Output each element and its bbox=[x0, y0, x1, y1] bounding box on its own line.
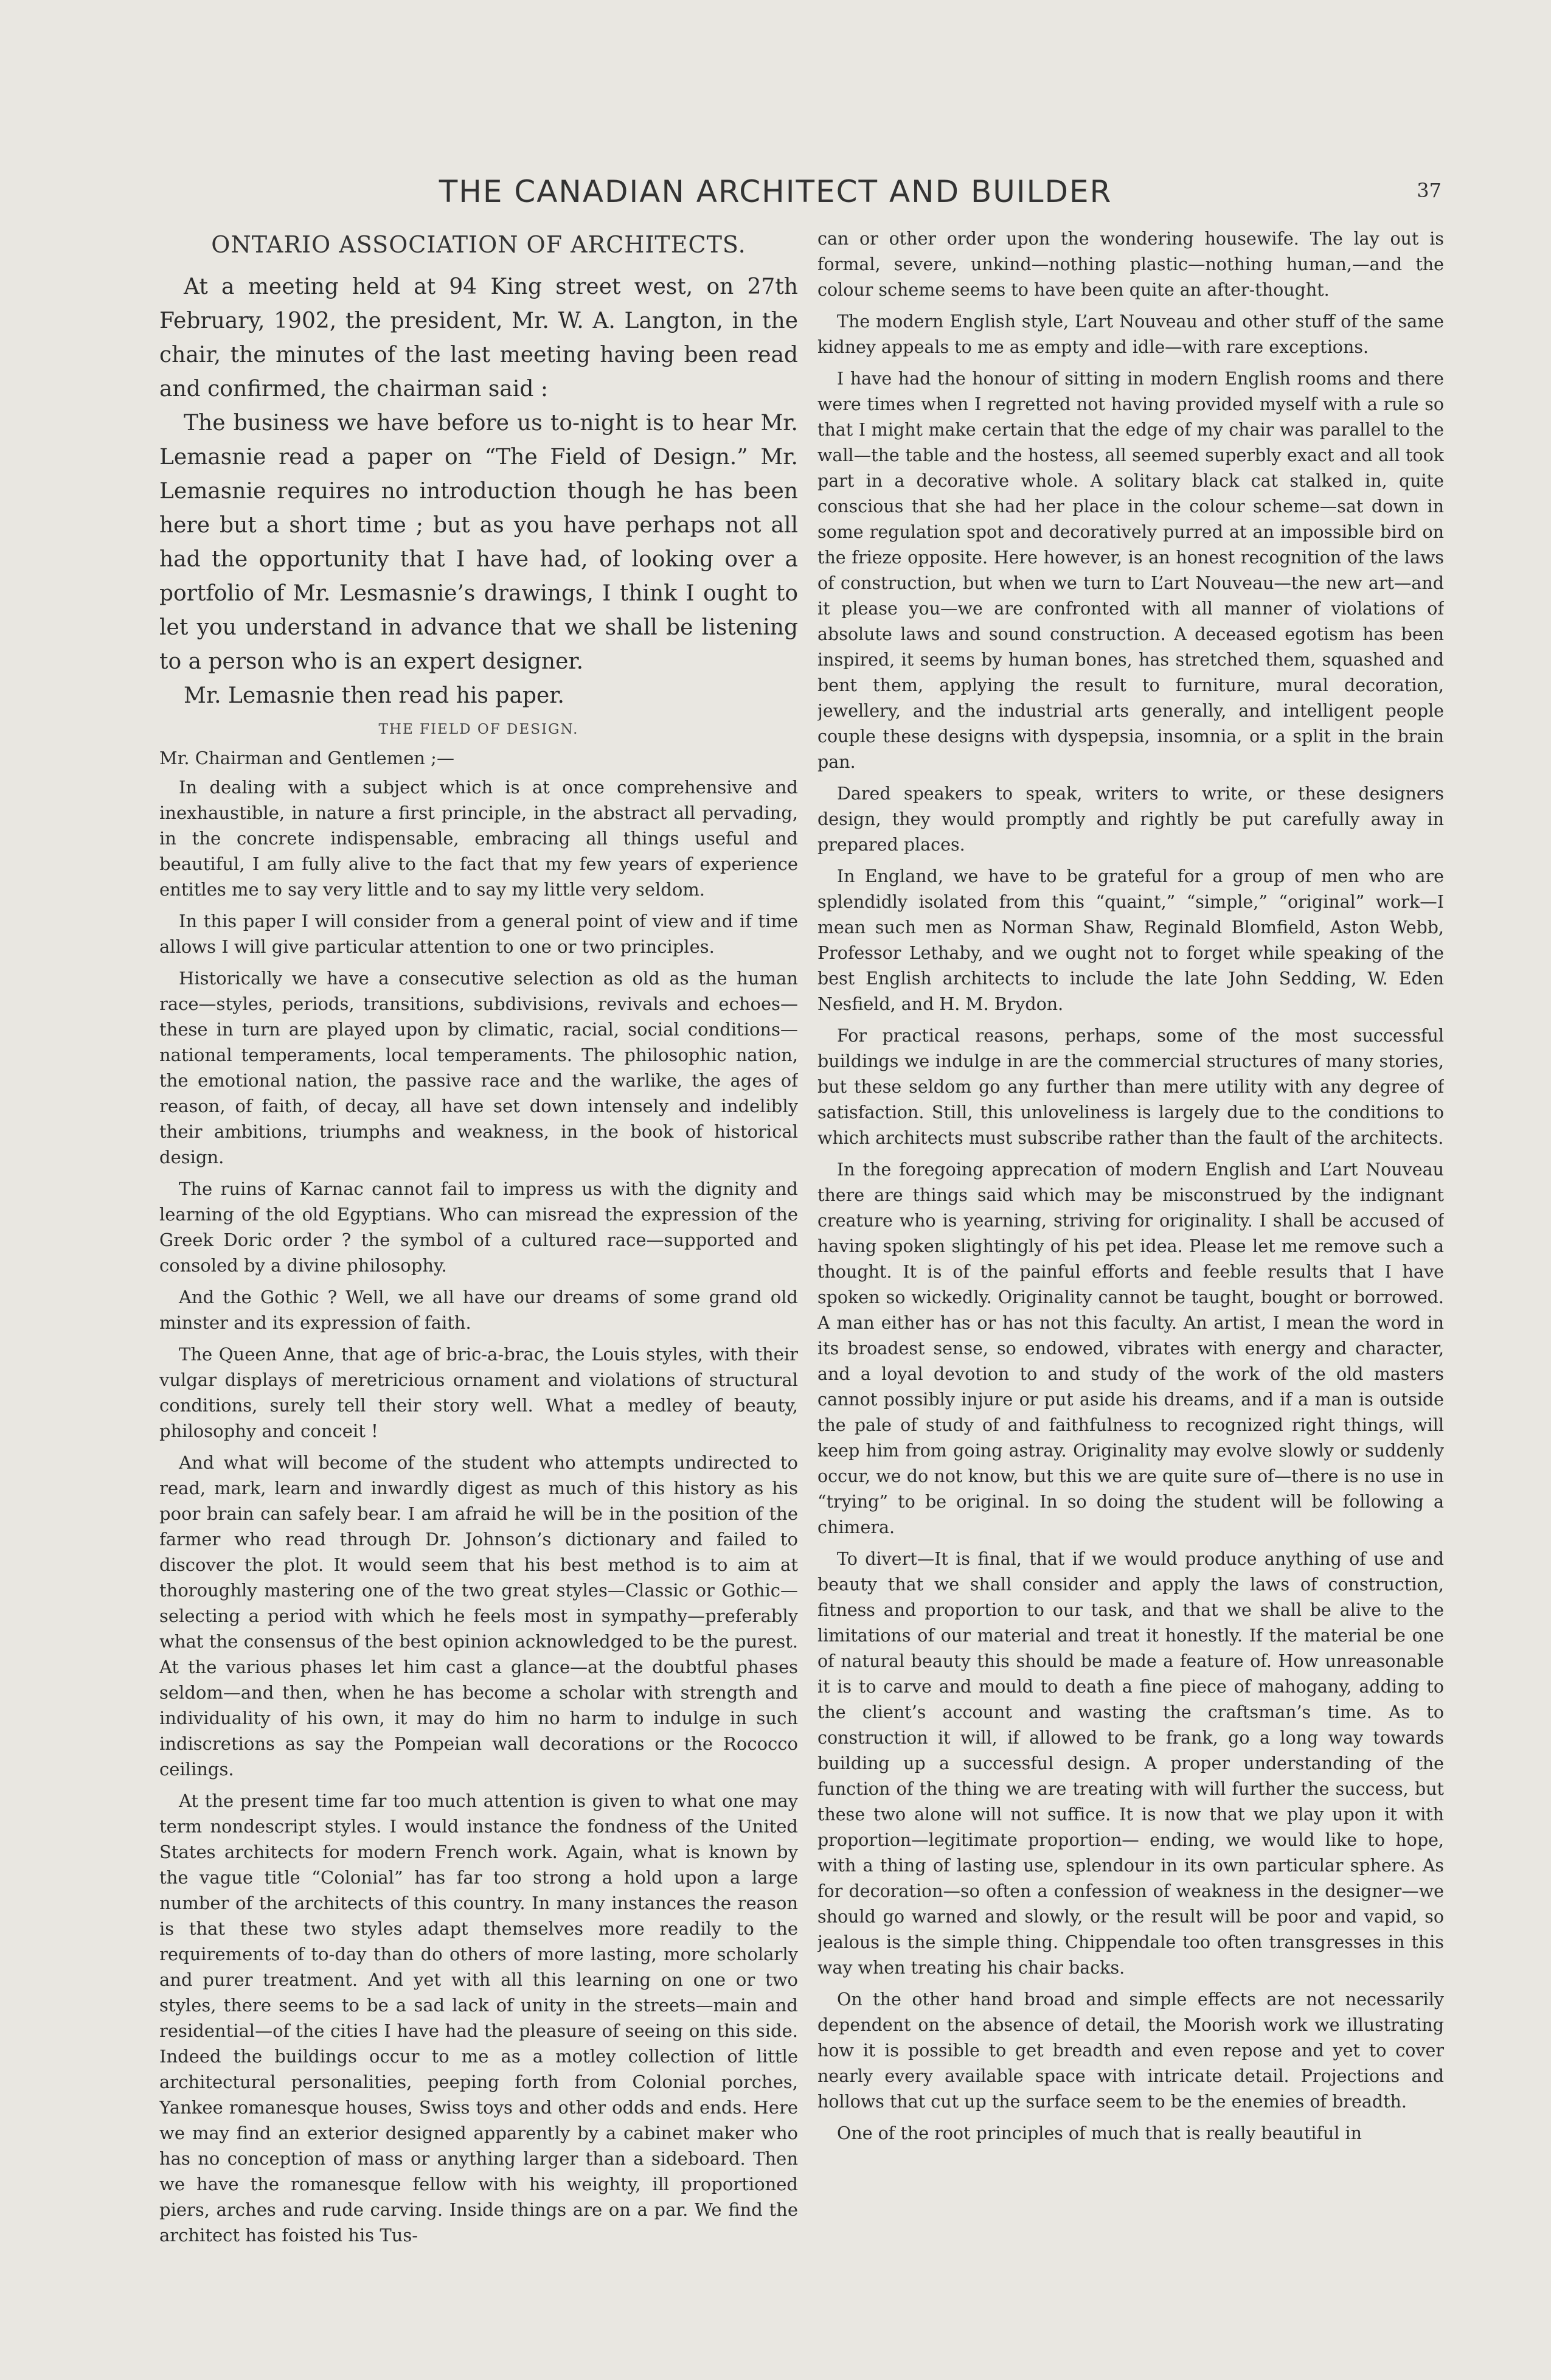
page-number: 37 bbox=[1417, 179, 1442, 202]
body-paragraph: The ruins of Karnac cannot fail to impress us with the dignity and learning of the old Egyptians. Who can misread the expression of the Greek Doric order ? the symbol of a cultured race—supported and consoled by a divine philosophy. bbox=[159, 1178, 798, 1276]
body-paragraph: I have had the honour of sitting in modern English rooms and there were times when I regretted not having provided myself with a rule so that I might make certain that the edge of my chair was parallel to the wall—the table and the hostess, all seemed superbly exact and all took part in a decorative whole. A solitary black cat stalked in, quite conscious that she had her place in the colour scheme—sat down in some regulation spot and decoratively purred at an impossible bird on the frieze opposite. Here however, is an honest recognition of the laws of construction, but when we turn to L’art Nouveau—the new art—and it please you—we are confronted with all manner of violations of absolute laws and sound construction. A deceased egotism has been inspired, it seems by human bones, has stretched them, squashed and bent them, applying the result to furniture, mural decoration, jewellery, and the industrial arts generally, and intelligent people couple these designs with dyspepsia, insomnia, or a split in the brain pan. bbox=[817, 369, 1444, 772]
masthead bbox=[0, 174, 1551, 211]
body-paragraph: can or other order upon the wondering housewife. The lay out is formal, severe, unkind—nothing plastic—nothing human,—and the colour scheme seems to have been quite an after-thought. bbox=[817, 229, 1444, 300]
body-paragraph: On the other hand broad and simple effects are not necessarily dependent on the absence of detail, the Moorish work we illustrating how it is possible to get breadth and even repose and yet to cover nearly every available space with intricate detail. Projections and hollows that cut up the surface seem to be the enemies of breadth. bbox=[817, 1989, 1444, 2112]
body-paragraph: In England, we have to be grateful for a group of men who are splendidly isolated from this “quaint,” “simple,” “original” work—I mean such men as Norman Shaw, Reginald Blomfield, Aston Webb, Professor Lethaby, and we ought not to forget while speaking of the best English architects to include the late John Sedding, W. Eden Nesfield, and H. M. Brydon. bbox=[817, 866, 1444, 1014]
body-paragraph: Historically we have a consecutive selection as old as the human race—styles, periods, transitions, subdivisions, revivals and echoes—these in turn are played upon by climatic, racial, social conditions—national temperaments, local temperaments. The philosophic nation, the emotional nation, the passive race and the warlike, the ages of reason, of faith, of decay, all have set down intensely and indelibly their ambitions, triumphs and weakness, in the book of historical design. bbox=[159, 968, 798, 1167]
body-paragraph: And the Gothic ? Well, we all have our dreams of some grand old minster and its expression of faith. bbox=[159, 1287, 798, 1333]
left-column bbox=[159, 226, 798, 2331]
body-paragraph: For practical reasons, perhaps, some of the most successful buildings we indulge in are the commercial structures of many stories, but these seldom go any further than mere utility with any degree of satisfaction. Still, this unloveliness is largely due to the conditions to which architects must subscribe rather than the fault of the architects. bbox=[817, 1026, 1444, 1148]
paper-title: THE FIELD OF DESIGN. bbox=[378, 722, 579, 737]
body-paragraph: In this paper I will consider from a general point of view and if time allows I will give particular attention to one or two principles. bbox=[159, 911, 798, 957]
right-body bbox=[817, 226, 1444, 2146]
left-body bbox=[159, 774, 798, 2248]
body-paragraph: In dealing with a subject which is at once comprehensive and inexhaustible, in nature a first principle, in the abstract all pervading, in the concrete indispensable, embracing all things useful and beautiful, I am fully alive to the fact that my few years of experience entitles me to say very little and to say my little very seldom. bbox=[159, 777, 798, 900]
intro-paragraph: Mr. Lemasnie then read his paper. bbox=[184, 683, 564, 708]
body-paragraph: At the present time far too much attention is given to what one may term nondescript styles. I would instance the fondness of the United States architects for modern French work. Again, what is known by the vague title “Colonial” has far too strong a hold upon a large number of the architects of this country. In many instances the reason is that these two styles adapt themselves more readily to the requirements of to-day than do others of more lasting, more scholarly and purer treatment. And yet with all this learning on one or two styles, there seems to be a sad lack of unity in the streets—main and residential—of the cities I have had the pleasure of seeing on this side. Indeed the buildings occur to me as a motley collection of little architectural personalities, peeping forth from Colonial porches, Yankee romanesque houses, Swiss toys and other odds and ends. Here we may find an exterior designed apparently by a cabinet maker who has no conception of mass or anything larger than a sideboard. Then we have the romanesque fellow with his weighty, ill proportioned piers, arches and rude carving. Inside things are on a par. We find the architect has foisted his Tus- bbox=[159, 1790, 798, 2246]
right-column bbox=[817, 226, 1444, 2331]
body-paragraph: The Queen Anne, that age of bric-a-brac, the Louis styles, with their vulgar displays of meretricious ornament and violations of structural conditions, surely tell their story well. What a medley of beauty, philosophy and conceit ! bbox=[159, 1344, 798, 1441]
body-paragraph: Dared speakers to speak, writers to write, or these designers design, they would promptly and rightly be put carefully away in prepared places. bbox=[817, 784, 1444, 855]
salutation: Mr. Chairman and Gentlemen ;— bbox=[159, 748, 454, 768]
body-paragraph: One of the root principles of much that is really beautiful in bbox=[837, 2123, 1362, 2143]
body-paragraph: The modern English style, L’art Nouveau and other stuff of the same kidney appeals to me as empty and idle—with rare exceptions. bbox=[817, 311, 1444, 357]
intro-paragraph: At a meeting held at 94 King street west, on 27th February, 1902, the president, Mr. W. A. Langton, in the chair, the minutes of the last meeting having been read and confirmed, the chairman said : bbox=[159, 274, 798, 402]
body-paragraph: In the foregoing apprecation of modern English and L’art Nouveau there are things said which may be misconstrued by the indignant creature who is yearning, striving for originality. I shall be accused of having spoken slightingly of his pet idea. Please let me remove such a thought. It is of the painful efforts and feeble results that I have spoken so wickedly. Originality cannot be taught, bought or borrowed. A man either has or has not this faculty. An artist, I mean the word in its broadest sense, so endowed, vibrates with energy and character, and a loyal devotion to and study of the work of the old masters cannot possibly injure or put aside his dreams, and if a man is outside the pale of study of and faithfulness to recognized right things, will keep him from going astray. Originality may evolve slowly or suddenly occur, we do not know, but this we are quite sure of—there is no use in “trying” to be original. In so doing the student will be following a chimera. bbox=[817, 1160, 1444, 1537]
publication-title: THE CANADIAN ARCHITECT AND BUILDER bbox=[439, 174, 1112, 209]
meeting-intro bbox=[159, 270, 798, 713]
body-paragraph: To divert—It is final, that if we would produce anything of use and beauty that we shall consider and apply the laws of construction, fitness and proportion to our task, and that we shall be alive to the limitations of our material and treat it honestly. If the material be one of natural beauty this should be made a feature of. How unreasonable it is to carve and mould to death a fine piece of mahogany, adding to the client’s account and wasting the craftsman’s time. As to construction it will, if allowed to be frank, go a long way towards building up a successful design. A proper understanding of the function of the thing we are treating with will further the success, but these two alone will not suffice. It is now that we play upon it with proportion—legitimate proportion— ending, we would like to hope, with a thing of lasting use, splendour in its own particular sphere. As for decoration—so often a confession of weakness in the designer—we should go warned and slowly, or the result will be poor and vapid, so jealous is the simple thing. Chippendale too often transgresses in this way when treating his chair backs. bbox=[817, 1549, 1444, 1978]
body-paragraph: And what will become of the student who attempts undirected to read, mark, learn and inwardly digest as much of this history as his poor brain can safely bear. I am afraid he will be in the position of the farmer who read through Dr. Johnson’s dictionary and failed to discover the plot. It would seem that his best method is to aim at thoroughly mastering one of the two great styles—Classic or Gothic—selecting a period with which he feels most in sympathy—preferably what the consensus of the best opinion acknowledged to be the purest. At the various phases let him cast a glance—at the doubtful phases seldom—and then, when he has become a scholar with strength and individuality of his own, it may do him no harm to indulge in such indiscretions as say the Pompeian wall decorations or the Rococco ceilings. bbox=[159, 1452, 798, 1780]
article-heading: ONTARIO ASSOCIATION OF ARCHITECTS. bbox=[211, 231, 746, 258]
intro-paragraph: The business we have before us to-night is to hear Mr. Lemasnie read a paper on “The Field of Design.” Mr. Lemasnie requires no introduction though he has been here but a short time ; but as you have perhaps not all had the opportunity that I have had, of looking over a portfolio of Mr. Lesmasnie’s drawings, I think I ought to let you understand in advance that we shall be listening to a person who is an expert designer. bbox=[159, 411, 798, 674]
